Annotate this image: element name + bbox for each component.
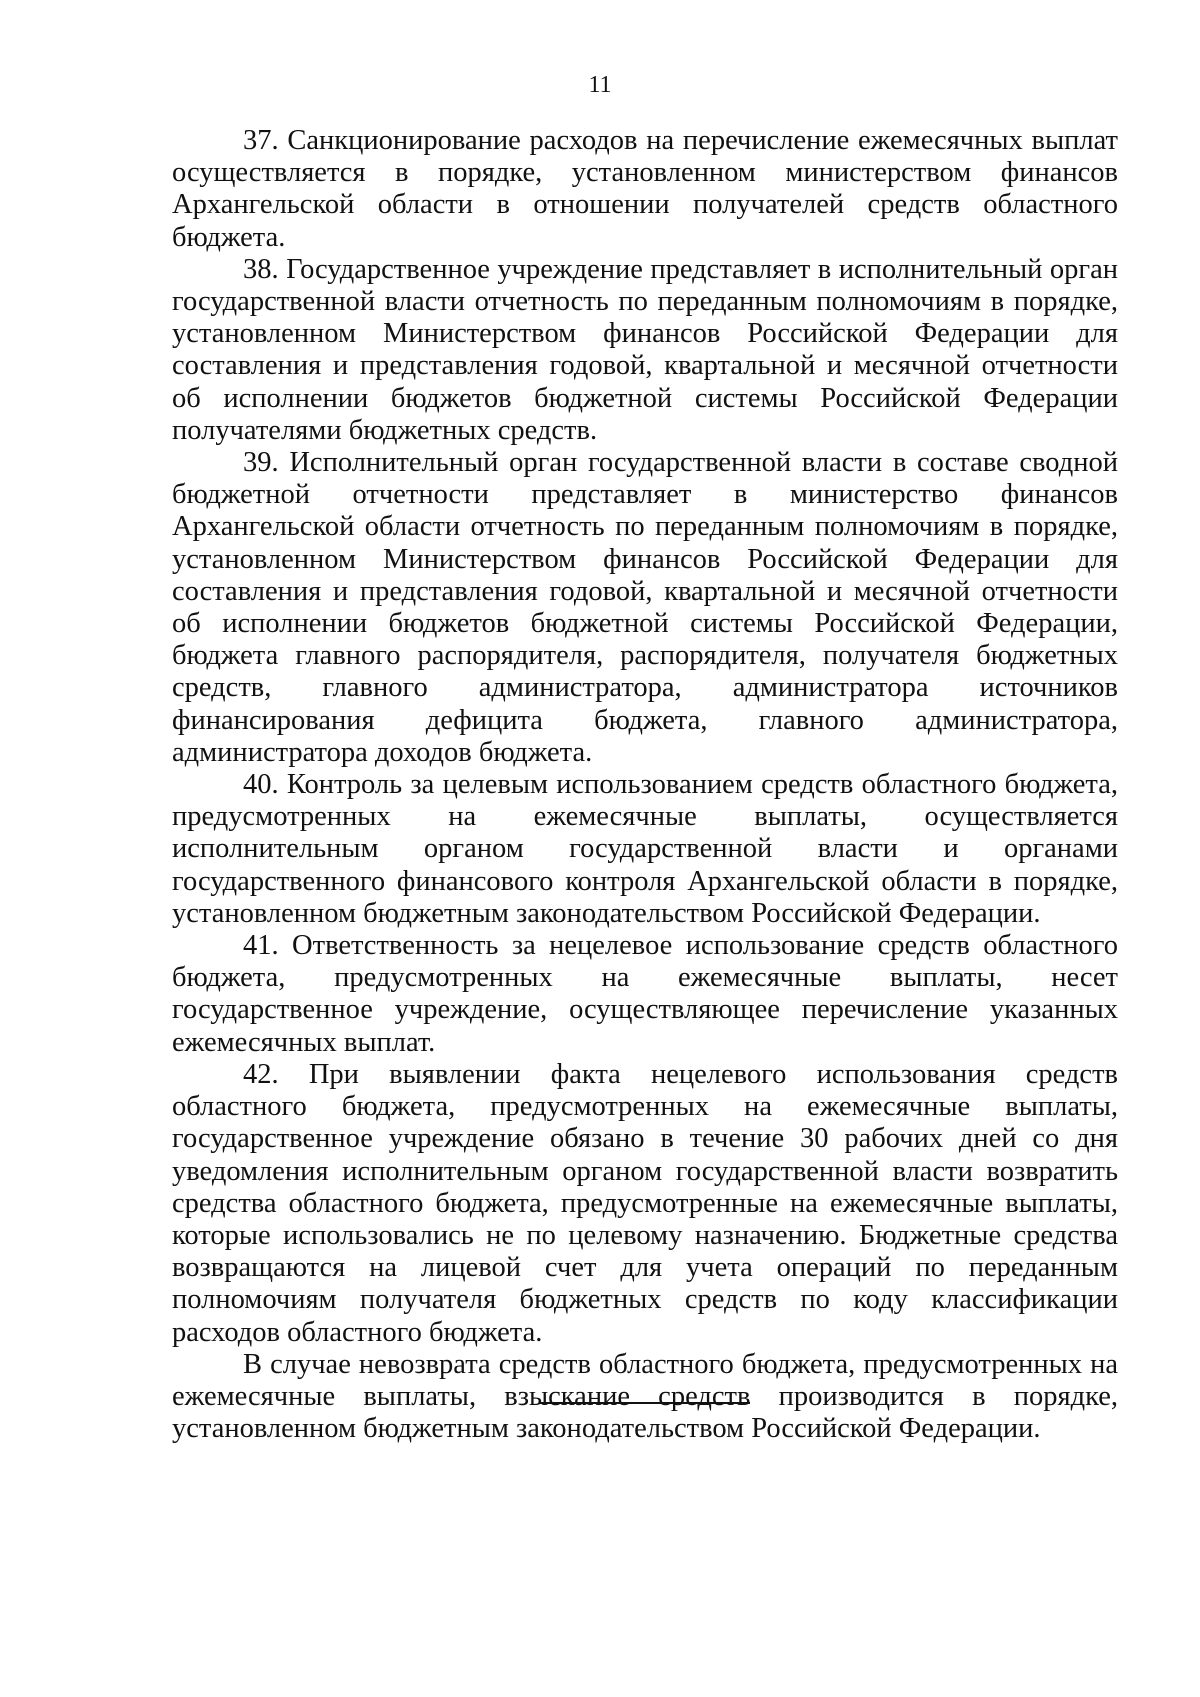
paragraph-40: 40. Контроль за целевым использованием средств областного бюджета, предусмотренных на ежемесячные выплаты, осуществляется исполнительным органом государственной власти и органами государственного финансового контроля Архангельской области в порядке, установленном бюджетным законодательством Российской Федерации. <box>172 769 1118 929</box>
paragraph-38: 38. Государственное учреждение представляет в исполнительный орган государственной власти отчетность по переданным полномочиям в порядке, установленном Министерством финансов Российской Федерации для составления и представления годовой, квартальной и месячной отчетности об исполнении бюджетов бюджетной системы Российской Федерации получателями бюджетных средств. <box>172 253 1118 446</box>
page-number: 11 <box>588 72 612 98</box>
paragraph-37: 37. Санкционирование расходов на перечисление ежемесячных выплат осуществляется в порядке, установленном министерством финансов Архангельской области в отношении получателей средств областного бюджета. <box>172 125 1118 253</box>
paragraph-non-return: В случае невозврата средств областного бюджета, предусмотренных на ежемесячные выплаты, взыскание средств производится в порядке, установленном бюджетным законодательством Российской Федерации. <box>172 1348 1118 1445</box>
paragraph-39: 39. Исполнительный орган государственной власти в составе сводной бюджетной отчетности представляет в министерство финансов Архангельской области отчетность по переданным полномочиям в порядке, установленном Министерством финансов Российской Федерации для составления и представления годовой, квартальной и месячной отчетности об исполнении бюджетов бюджетной системы Российской Федерации, бюджета главного распорядителя, распорядителя, получателя бюджетных средств, главного администратора, администратора источников финансирования дефицита бюджета, главного администратора, администратора доходов бюджета. <box>172 447 1118 768</box>
paragraph-41: 41. Ответственность за нецелевое использование средств областного бюджета, предусмотренных на ежемесячные выплаты, несет государственное учреждение, осуществляющее перечисление указанных ежемесячных выплат. <box>172 930 1118 1058</box>
paragraph-42: 42. При выявлении факта нецелевого использования средств областного бюджета, предусмотренных на ежемесячные выплаты, государственное учреждение обязано в течение 30 рабочих дней со дня уведомления исполнительным органом государственной власти возвратить средства областного бюджета, предусмотренные на ежемесячные выплаты, которые использовались не по целевому назначению. Бюджетные средства возвращаются на лицевой счет для учета операций по переданным полномочиям получателя бюджетных средств по коду классификации расходов областного бюджета. <box>172 1058 1118 1348</box>
end-of-document-divider <box>540 1402 750 1404</box>
document-body <box>172 125 1118 1445</box>
